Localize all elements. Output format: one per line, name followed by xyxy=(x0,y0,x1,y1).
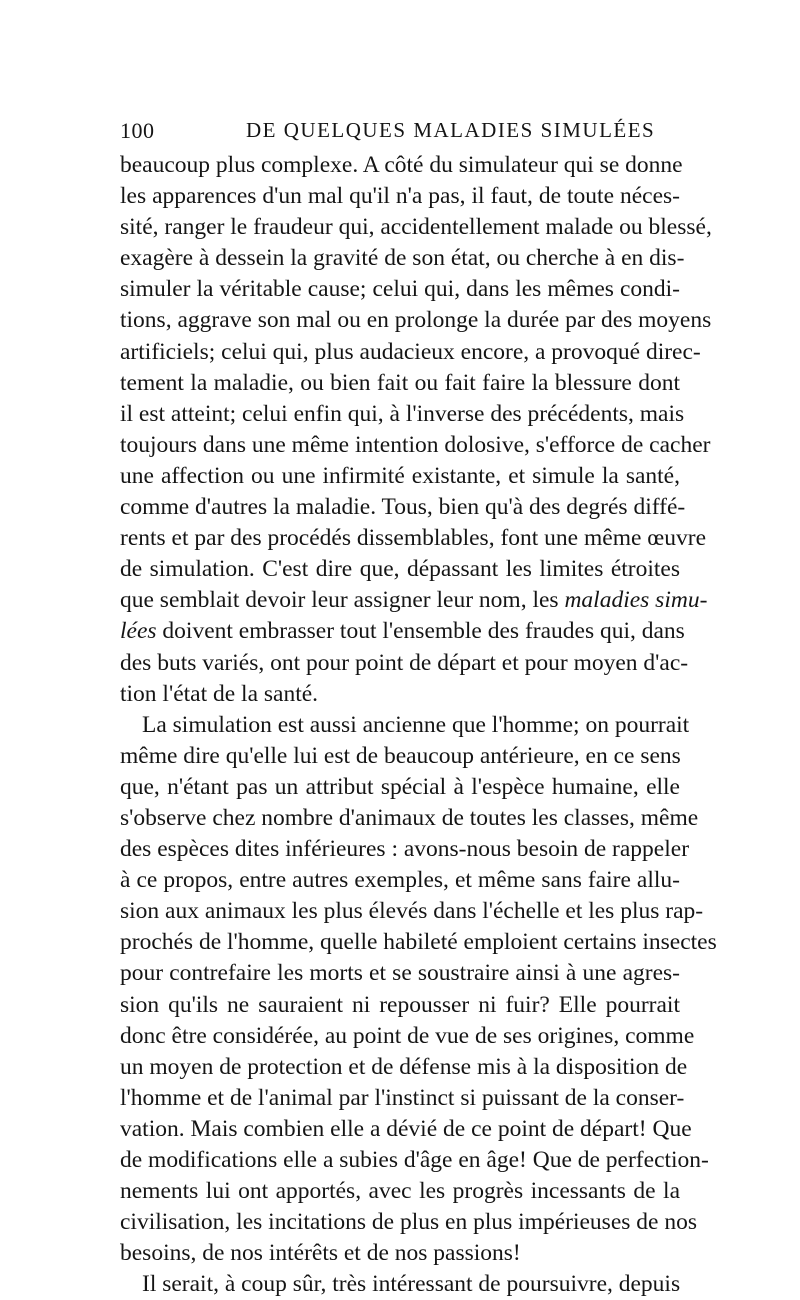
text-line: pour contrefaire les morts et se soustraire ainsi à une agres- xyxy=(120,960,680,987)
text-line: à ce propos, entre autres exemples, et même sans faire allu- xyxy=(120,867,680,894)
text-line: sion qu'ils ne sauraient ni repousser ni fuir? Elle pourrait xyxy=(120,991,680,1018)
text-line: sion aux animaux les plus élevés dans l'échelle et les plus rap- xyxy=(120,898,704,925)
text-line: des espèces dites inférieures : avons-nous besoin de rappeler xyxy=(120,836,690,863)
text-line: tions, aggrave son mal ou en prolonge la durée par des moyens xyxy=(120,307,712,334)
text-line: tement la maladie, ou bien fait ou fait faire la blessure dont xyxy=(120,369,680,396)
text-line: que, n'étant pas un attribut spécial à l'espèce humaine, elle xyxy=(120,773,680,800)
text-line: des buts variés, ont pour point de départ et pour moyen d'ac- xyxy=(120,649,689,676)
text-line: une affection ou une infirmité existante, et simule la santé, xyxy=(120,462,680,489)
text-line: rents et par des procédés dissemblables, font une même œuvre xyxy=(120,525,707,552)
text-line: nements lui ont apportés, avec les progrès incessants de la xyxy=(120,1178,680,1205)
text-line: comme d'autres la maladie. Tous, bien qu'à des degrés diffé- xyxy=(120,494,686,521)
text-line: un moyen de protection et de défense mis à la disposition de xyxy=(120,1053,688,1080)
text-line: vation. Mais combien elle a dévié de ce point de départ! Que xyxy=(120,1115,692,1142)
italic-text: maladies simu- xyxy=(564,587,708,614)
text-line xyxy=(120,616,685,647)
page-header xyxy=(120,118,680,148)
text-line: La simulation est aussi ancienne que l'homme; on pourrait xyxy=(142,711,690,738)
text-line: sité, ranger le fraudeur qui, accidentellement malade ou blessé, xyxy=(120,214,712,241)
text-line: prochés de l'homme, quelle habileté emploient certains insectes xyxy=(120,929,717,956)
text-line: de simulation. C'est dire que, dépassant les limites étroites xyxy=(120,556,680,583)
page-number: 100 xyxy=(120,118,155,143)
text-line: besoins, de nos intérêts et de nos passions! xyxy=(120,1240,521,1267)
text-line: simuler la véritable cause; celui qui, dans les mêmes condi- xyxy=(120,276,680,303)
text-line: de modifications elle a subies d'âge en âge! Que de perfection- xyxy=(120,1147,709,1173)
text-segment: que semblait devoir leur assigner leur nom, les xyxy=(120,587,565,614)
text-line: toujours dans une même intention dolosive, s'efforce de cacher xyxy=(120,431,711,458)
text-line: donc être considérée, au point de vue de ses origines, comme xyxy=(120,1022,695,1049)
text-line xyxy=(120,585,708,616)
text-line: il est atteint; celui enfin qui, à l'inverse des précédents, mais xyxy=(120,400,685,427)
text-line: beaucoup plus complexe. A côté du simulateur qui se donne xyxy=(120,152,683,178)
running-title: DE QUELQUES MALADIES SIMULÉES xyxy=(246,118,656,142)
body-text xyxy=(120,150,717,1300)
text-line: tion l'état de la santé. xyxy=(120,680,319,707)
text-line: artificiels; celui qui, plus audacieux encore, a provoqué direc- xyxy=(120,338,701,365)
text-line: s'observe chez nombre d'animaux de toutes les classes, même xyxy=(120,804,699,831)
text-line: Il serait, à coup sûr, très intéressant de poursuivre, depuis xyxy=(142,1271,681,1298)
text-line: même dire qu'elle lui est de beaucoup antérieure, en ce sens xyxy=(120,742,681,769)
text-segment: doivent embrasser tout l'ensemble des fraudes qui, dans xyxy=(156,618,685,645)
text-line: les apparences d'un mal qu'il n'a pas, il faut, de toute néces- xyxy=(120,183,680,210)
text-line: l'homme et de l'animal par l'instinct si puissant de la conser- xyxy=(120,1084,685,1111)
italic-text: lées xyxy=(120,618,157,645)
text-line: civilisation, les incitations de plus en plus impérieuses de nos xyxy=(120,1209,697,1236)
text-line: exagère à dessein la gravité de son état, ou cherche à en dis- xyxy=(120,245,685,272)
